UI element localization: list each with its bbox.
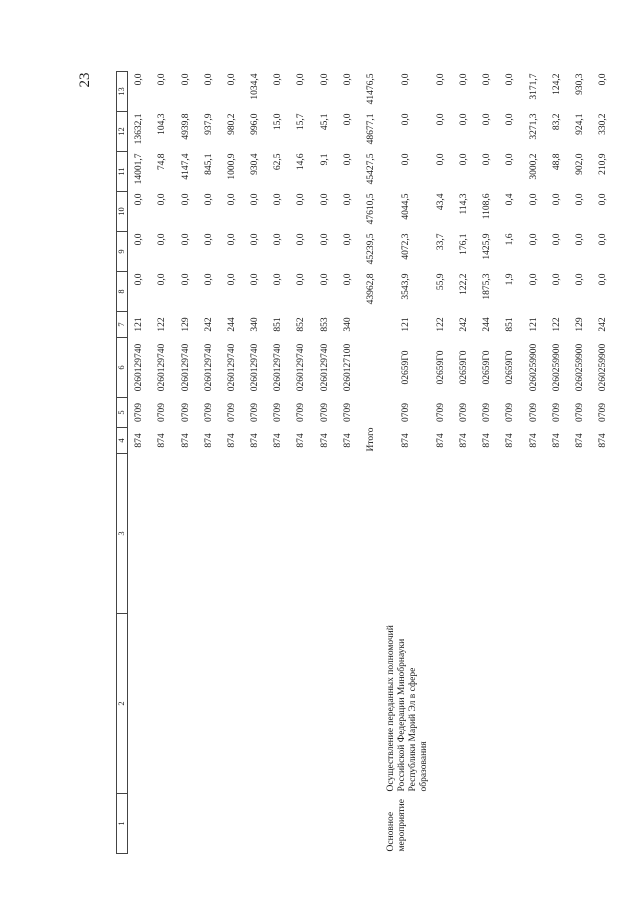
cell-c10: 0,0 [273,193,284,206]
cell-desc [523,614,546,794]
cell-c5: 0709 [273,403,284,422]
cell-c12: 104,3 [157,113,168,135]
cell-c6: 0260259900 [575,343,585,392]
column-header-7: 7 [117,312,128,338]
cell-c5: 0709 [203,403,214,422]
cell-c10: 0,0 [551,193,562,206]
cell-c6: 0260129740 [296,343,307,392]
cell-c10: 0,0 [319,193,330,206]
cell-c8: 0,0 [273,273,284,286]
table-row [569,72,592,854]
cell-c5: 0709 [459,403,470,422]
table-body [128,72,616,854]
cell-c13: 1034,4 [250,73,261,100]
cell-empty [151,454,174,614]
cell-c10: 0,0 [296,193,307,206]
cell-c6: 02659Г0 [505,350,516,385]
cell-c12: 0,0 [505,113,516,126]
cell-desc [314,614,337,794]
cell-c8: 0,0 [598,273,609,286]
cell-c11: 210,9 [598,153,609,175]
cell-c11: 62,5 [273,153,284,171]
cell-desc [267,614,290,794]
cell-empty [430,454,453,614]
cell-c10: 0,0 [203,193,214,206]
cell-empty [244,454,267,614]
cell-c13: 0,0 [226,73,237,86]
cell-c9: 0,0 [180,233,191,246]
cell-desc [128,614,152,794]
cell-c13: 0,0 [459,73,470,86]
cell-c13: 0,0 [319,73,330,86]
column-header-1: 1 [117,794,128,854]
cell-c4: Итого [366,427,376,452]
cell-c12: 13632,1 [134,113,145,145]
cell-c11: 1000,9 [226,153,237,180]
table-row [290,72,313,854]
cell-c6: 0260129740 [134,343,145,392]
cell-c7: 244 [482,317,493,332]
cell-c4: 874 [575,433,585,448]
cell-c11: 845,1 [203,153,214,175]
cell-empty [476,454,499,614]
cell-type [337,794,360,854]
cell-empty [128,454,152,614]
cell-c10: 0,0 [342,193,353,206]
cell-c7: 122 [551,317,562,332]
cell-c12: 0,0 [482,113,493,126]
cell-c7: 121 [528,317,539,332]
cell-c6: 0260129740 [157,343,168,392]
cell-c5: 0709 [180,403,191,422]
cell-type [290,794,313,854]
cell-c9: 1,6 [505,233,516,246]
cell-c6: 0260259900 [551,343,562,392]
cell-c6: 0260129740 [180,343,191,392]
cell-c13: 0,0 [598,73,609,86]
cell-c4: 874 [551,433,562,448]
cell-c9: 0,0 [157,233,168,246]
cell-c9: 45239,5 [366,233,376,265]
cell-type [174,794,197,854]
cell-empty [592,454,615,614]
cell-c7: 242 [598,317,609,332]
cell-c6: 0260129740 [226,343,237,392]
cell-c12: 980,2 [226,113,237,135]
cell-c5: 0709 [435,403,446,422]
cell-c6: 02659Г0 [459,350,470,385]
cell-c7: 852 [296,317,307,332]
cell-c6: 0260129740 [319,343,330,392]
cell-c4: 874 [528,433,539,448]
cell-c13: 0,0 [435,73,446,86]
cell-c13: 0,0 [273,73,284,86]
table-row [523,72,546,854]
cell-desc [453,614,476,794]
cell-c4: 874 [342,433,353,448]
cell-desc [499,614,522,794]
cell-c7: 129 [575,317,585,332]
cell-c4: 874 [203,433,214,448]
cell-type [221,794,244,854]
cell-c12: 937,9 [203,113,214,135]
column-header-8: 8 [117,272,128,312]
cell-c13: 124,2 [551,73,562,95]
cell-c7: 340 [342,317,353,332]
table-row [476,72,499,854]
cell-c5: 0709 [598,403,609,422]
cell-c12: 924,1 [575,113,585,135]
cell-c11: 0,0 [342,153,353,166]
cell-c10: 47610,5 [366,193,376,225]
cell-c7: 242 [203,317,214,332]
cell-c5: 0709 [528,403,539,422]
cell-c8: 0,0 [319,273,330,286]
cell-c8: 0,0 [203,273,214,286]
cell-desc [569,614,592,794]
cell-c7: 851 [273,317,284,332]
cell-c5: 0709 [342,403,353,422]
cell-c5: 0709 [157,403,168,422]
cell-c7: 340 [250,317,261,332]
cell-c10: 114,3 [459,193,470,215]
cell-desc [337,614,360,794]
cell-c9: 0,0 [203,233,214,246]
cell-c4: 874 [400,433,411,448]
cell-desc [546,614,569,794]
cell-c4: 874 [226,433,237,448]
cell-c11: 3000,2 [528,153,539,180]
cell-c7: 242 [459,317,470,332]
column-header-4: 4 [117,428,128,454]
table-row [546,72,569,854]
cell-c12: 45,1 [319,113,330,131]
cell-c7: 122 [435,317,446,332]
cell-c5 [360,398,383,428]
column-header-6: 6 [117,338,128,398]
cell-type [499,794,522,854]
cell-empty [360,454,383,614]
rotated-table-container [116,73,609,854]
cell-c8: 3543,9 [400,273,411,300]
cell-type [523,794,546,854]
cell-c9: 0,0 [528,233,539,246]
table-row [383,72,430,854]
cell-c12: 15,7 [296,113,307,131]
cell-c10: 0,4 [505,193,516,206]
cell-c11: 74,8 [157,153,168,171]
cell-c5: 0709 [250,403,261,422]
cell-empty [546,454,569,614]
cell-c4: 874 [482,433,493,448]
cell-c11: 0,0 [400,153,411,166]
cell-c7: 851 [505,317,516,332]
cell-desc [151,614,174,794]
cell-c9: 0,0 [273,233,284,246]
cell-c11: 0,0 [459,153,470,166]
cell-c13: 3171,7 [528,73,539,100]
table-row [267,72,290,854]
cell-c13: 0,0 [296,73,307,86]
cell-c12: 4939,8 [180,113,191,140]
cell-c11: 0,0 [505,153,516,166]
table-row [430,72,453,854]
table-row [128,72,152,854]
table-row [337,72,360,854]
cell-c12: 0,0 [459,113,470,126]
cell-empty [569,454,592,614]
cell-c7: 244 [226,317,237,332]
table-row [244,72,267,854]
cell-c9: 0,0 [250,233,261,246]
cell-c11: 9,1 [319,153,330,166]
cell-type [360,794,383,854]
cell-c7: 129 [180,317,191,332]
cell-c11: 0,0 [435,153,446,166]
cell-c10: 0,0 [250,193,261,206]
table-row [360,72,383,854]
cell-type [546,794,569,854]
cell-type [267,794,290,854]
column-header-10: 10 [117,192,128,232]
cell-c9: 1425,9 [482,233,493,260]
cell-c13: 41476,5 [366,73,376,105]
cell-desc [290,614,313,794]
cell-c13: 0,0 [505,73,516,86]
cell-c8: 55,9 [435,273,446,291]
cell-c4: 874 [296,433,307,448]
cell-c12: 0,0 [435,113,446,126]
table-row [499,72,522,854]
cell-c5: 0709 [319,403,330,422]
cell-c12: 48677,1 [366,113,376,145]
cell-c11: 4147,4 [180,153,191,180]
cell-c5: 0709 [482,403,493,422]
cell-type [430,794,453,854]
cell-c8: 0,0 [180,273,191,286]
cell-c9: 4072,3 [400,233,411,260]
cell-empty [523,454,546,614]
cell-c11: 45427,5 [366,153,376,185]
cell-c13: 0,0 [203,73,214,86]
cell-c9: 0,0 [575,233,585,246]
cell-c7 [360,312,383,338]
cell-c8: 1,9 [505,273,516,286]
cell-desc [430,614,453,794]
cell-c12: 0,0 [400,113,411,126]
cell-c9: 0,0 [226,233,237,246]
cell-c10: 43,4 [435,193,446,211]
cell-c13: 0,0 [400,73,411,86]
cell-c13: 0,0 [482,73,493,86]
cell-c6: 0260129740 [203,343,214,392]
cell-empty [453,454,476,614]
cell-desc [476,614,499,794]
cell-c11: 902,0 [575,153,585,175]
cell-empty [383,454,430,614]
cell-c6: 02659Г0 [482,350,493,385]
cell-c8: 0,0 [575,273,585,286]
cell-c10: 0,0 [575,193,585,206]
cell-c4: 874 [598,433,609,448]
cell-c4: 874 [505,433,516,448]
cell-desc: Осуществление переданных полномочий Российской Федерации Минобрнауки Республики Марий Эл в сфере образования [386,625,429,792]
cell-type [453,794,476,854]
cell-c8: 0,0 [250,273,261,286]
cell-c13: 0,0 [342,73,353,86]
cell-c5: 0709 [575,403,585,422]
cell-c10: 1108,6 [482,193,493,220]
cell-type [128,794,152,854]
cell-empty [221,454,244,614]
column-number-row [117,72,128,854]
cell-c10: 0,0 [157,193,168,206]
cell-c12: 3271,3 [528,113,539,140]
cell-c4: 874 [273,433,284,448]
column-header-12: 12 [117,112,128,152]
cell-c5: 0709 [551,403,562,422]
budget-table [116,71,615,854]
cell-c8: 0,0 [342,273,353,286]
cell-type [244,794,267,854]
cell-c11: 14001,7 [134,153,145,185]
cell-c10: 0,0 [180,193,191,206]
cell-c9: 0,0 [319,233,330,246]
cell-c10: 0,0 [134,193,145,206]
cell-empty [499,454,522,614]
cell-c9: 33,7 [435,233,446,251]
cell-c8: 122,2 [459,273,470,295]
cell-c4: 874 [459,433,470,448]
cell-c8: 0,0 [528,273,539,286]
cell-empty [337,454,360,614]
cell-desc [592,614,615,794]
table-row [592,72,615,854]
cell-desc [221,614,244,794]
cell-c6: 02659Г0 [435,350,446,385]
column-header-9: 9 [117,232,128,272]
cell-desc [360,614,383,794]
cell-empty [174,454,197,614]
cell-c8: 0,0 [226,273,237,286]
cell-c7: 122 [157,317,168,332]
cell-c4: 874 [250,433,261,448]
cell-c12: 15,0 [273,113,284,131]
cell-c7: 853 [319,317,330,332]
cell-c6 [360,338,383,398]
cell-c4: 874 [134,433,145,448]
cell-c4: 874 [435,433,446,448]
column-header-13: 13 [117,72,128,112]
cell-empty [198,454,221,614]
column-header-3: 3 [117,454,128,614]
cell-c11: 930,4 [250,153,261,175]
cell-c9: 0,0 [598,233,609,246]
cell-c6: 0260259900 [598,343,609,392]
cell-type [198,794,221,854]
table-row [453,72,476,854]
cell-type [476,794,499,854]
cell-type [314,794,337,854]
cell-desc [198,614,221,794]
cell-c12: 330,2 [598,113,609,135]
cell-c5: 0709 [296,403,307,422]
cell-c13: 0,0 [157,73,168,86]
cell-c9: 0,0 [551,233,562,246]
cell-c4: 874 [319,433,330,448]
cell-c11: 48,8 [551,153,562,171]
cell-c12: 0,0 [342,113,353,126]
cell-c10: 0,0 [226,193,237,206]
table-row [314,72,337,854]
cell-c9: 176,1 [459,233,470,255]
cell-type: Основное мероприятие [386,799,407,852]
cell-c11: 0,0 [482,153,493,166]
cell-c10: 0,0 [598,193,609,206]
page-number: 23 [76,72,93,88]
table-row [221,72,244,854]
cell-type [592,794,615,854]
cell-c5: 0709 [505,403,516,422]
cell-c9: 0,0 [296,233,307,246]
column-header-2: 2 [117,614,128,794]
column-header-5: 5 [117,398,128,428]
cell-desc [244,614,267,794]
cell-c11: 14,6 [296,153,307,171]
cell-c10: 0,0 [528,193,539,206]
cell-c8: 0,0 [157,273,168,286]
cell-empty [290,454,313,614]
cell-c13: 930,3 [575,73,585,95]
cell-c6: 0260129740 [250,343,261,392]
cell-c4: 874 [157,433,168,448]
cell-type [569,794,592,854]
cell-c4: 874 [180,433,191,448]
cell-c8: 0,0 [134,273,145,286]
cell-c5: 0709 [226,403,237,422]
cell-desc [174,614,197,794]
cell-c12: 996,0 [250,113,261,135]
cell-c8: 0,0 [551,273,562,286]
cell-c5: 0709 [400,403,411,422]
cell-c5: 0709 [134,403,145,422]
cell-empty [267,454,290,614]
cell-c6: 0260127100 [342,343,353,392]
cell-c7: 121 [134,317,145,332]
cell-c8: 0,0 [296,273,307,286]
cell-c6: 0260259900 [528,343,539,392]
cell-c12: 83,2 [551,113,562,131]
cell-empty [314,454,337,614]
column-header-11: 11 [117,152,128,192]
cell-c6: 0260129740 [273,343,284,392]
cell-c6: 02659Г0 [400,350,411,385]
cell-c9: 0,0 [342,233,353,246]
table-row [198,72,221,854]
cell-c7: 121 [400,317,411,332]
cell-c13: 0,0 [134,73,145,86]
cell-c8: 43962,8 [366,273,376,305]
table-row [174,72,197,854]
cell-c13: 0,0 [180,73,191,86]
cell-c9: 0,0 [134,233,145,246]
cell-c8: 1875,3 [482,273,493,300]
cell-type [151,794,174,854]
table-row [151,72,174,854]
cell-c10: 4044,5 [400,193,411,220]
